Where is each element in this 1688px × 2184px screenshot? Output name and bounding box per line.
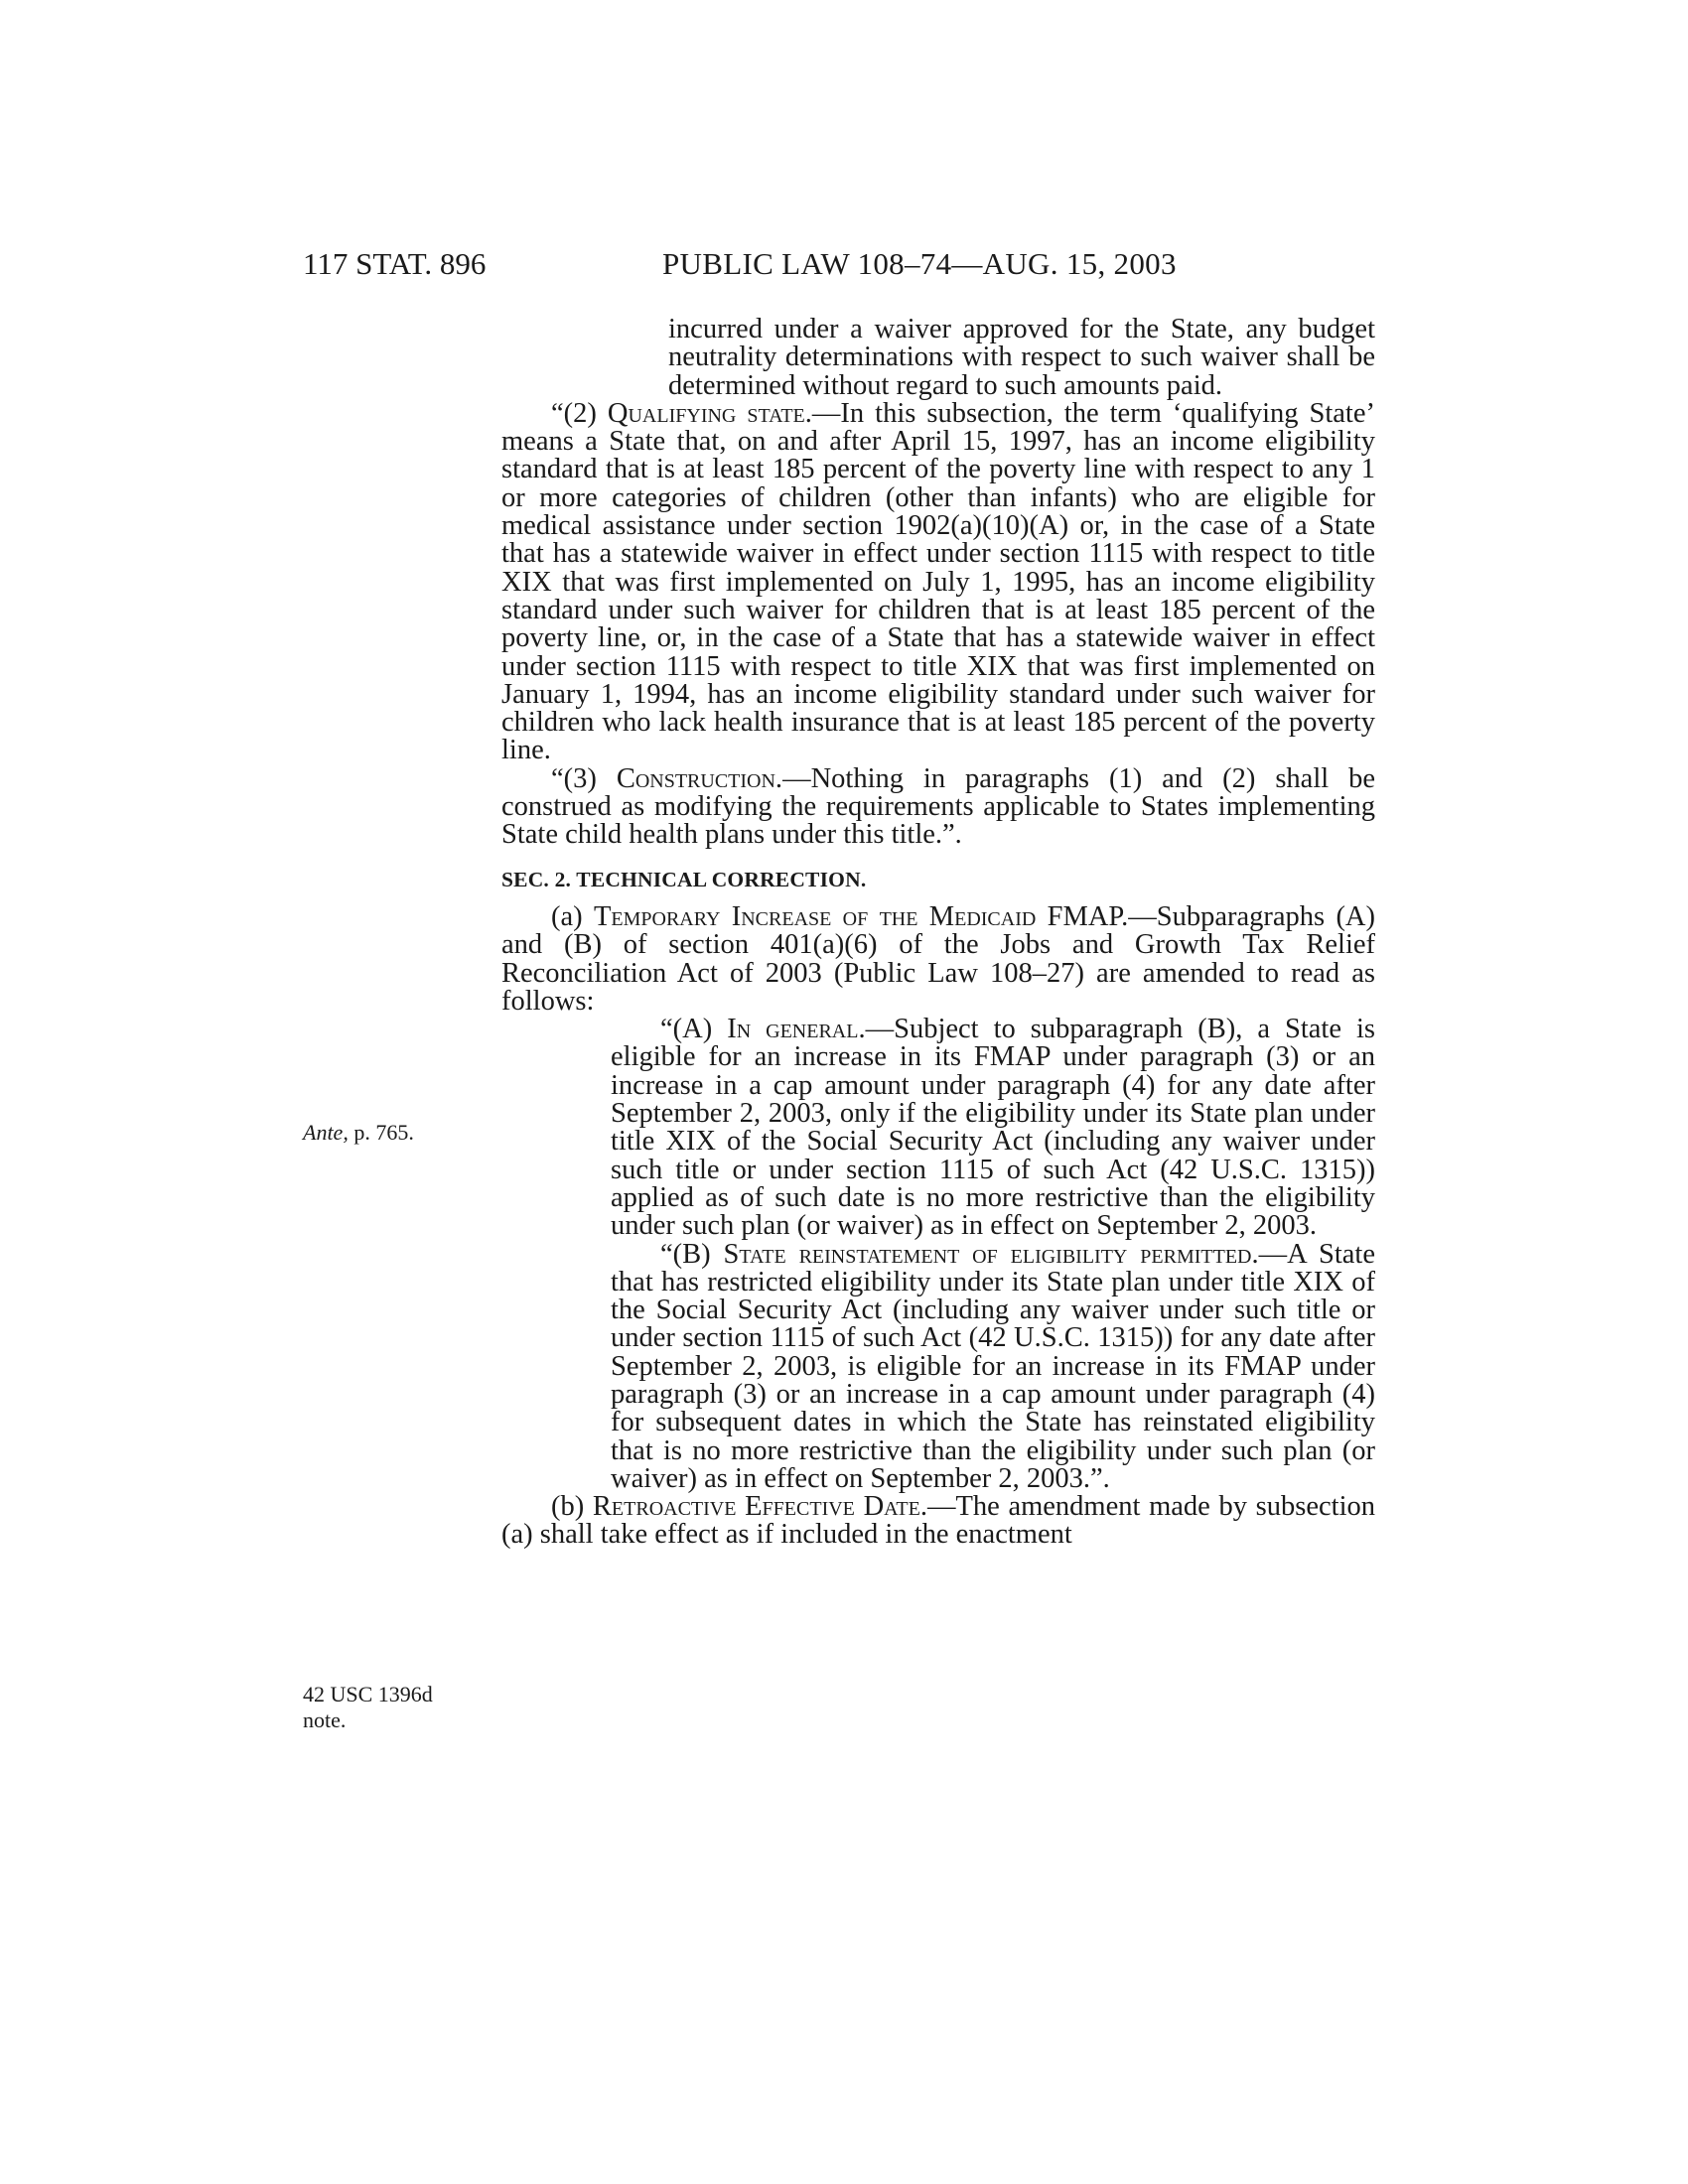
paragraph-2-qualifying-state [501, 397, 1375, 766]
continued-paragraph [668, 316, 1375, 400]
margin-note-usc-line2: note. [303, 1707, 347, 1732]
paragraph-2-heading: Qualifying state. [607, 397, 812, 429]
margin-note-ante [303, 1120, 414, 1146]
running-title: PUBLIC LAW 108–74—AUG. 15, 2003 [662, 246, 1177, 281]
statute-page-number: 117 STAT. 896 [303, 246, 487, 281]
margin-note-usc-line1: 42 USC 1396d [303, 1682, 433, 1706]
subsection-a [501, 900, 1376, 1017]
subsection-b-text: —The amendment made by subsection (a) shall take effect as if included in the enactment [501, 1491, 1375, 1551]
subsection-a-text: FMAP.—Subparagraphs (A) and (B) of section 401(a)(6) of the Jobs and Growth Tax Relief Reconciliation Act of 2003 (Public Law 108–27) are amended to read as follows: [501, 900, 1376, 1017]
margin-note-ante-page: p. 765. [353, 1120, 414, 1145]
section-2-heading: SEC. 2. TECHNICAL CORRECTION. [501, 867, 867, 891]
subparagraph-A-text: —Subject to subparagraph (B), a State is eligible for an increase in its FMAP under paragraph (3) or an increase in a cap amount under paragraph (4) for any date after September 2, 2003, only if the eligibility under its State plan under title XIX of the Social Security Act (including any waiver under such title or under section 1115 of such Act (42 U.S.C. 1315)) applied as of such date is no more restrictive than the eligibility under such plan (or waiver) as in effect on September 2, 2003. [611, 1014, 1375, 1242]
paragraph-3-heading: Construction. [616, 762, 783, 794]
paragraph-2-text: —In this subsection, the term ‘qualifying State’ means a State that, on and after April 15, 1997, has an income eligibility standard that is at least 185 percent of the poverty line with respect to any 1 or more categories of children (other than infants) who are eligible for medical assistance under section 1902(a)(10)(A) or, in the case of a State that has a statewide waiver in effect under section 1115 with respect to title XIX that was first implemented on July 1, 1995, has an income eligibility standard under such waiver for children that is at least 185 percent of the poverty line, or, in the case of a State that has a statewide waiver in effect under section 1115 with respect to title XIX that was first implemented on January 1, 1994, has an income eligibility standard under such waiver for children who lack health insurance that is at least 185 percent of the poverty line. [501, 397, 1375, 766]
margin-note-ante-italic: Ante, [303, 1120, 349, 1145]
document-body [501, 316, 1375, 1550]
subparagraph-A-heading: In general. [727, 1014, 866, 1045]
subsection-a-heading: Temporary Increase of the Medicaid [593, 900, 1037, 932]
page-header [303, 246, 1375, 286]
subparagraph-B-heading: State reinstatement of eligibility permitted. [723, 1238, 1259, 1270]
paragraph-2-number: “(2) [551, 397, 608, 429]
margin-note-usc [303, 1682, 433, 1733]
continued-text: incurred under a waiver approved for the State, any budget neutrality determinations with respect to such waiver shall be determined without regard to such amounts paid. [668, 314, 1375, 401]
subparagraph-B [611, 1238, 1375, 1494]
subsection-a-number: (a) [551, 900, 594, 932]
paragraph-3-number: “(3) [551, 762, 617, 794]
subsection-b [501, 1493, 1375, 1550]
paragraph-3-text: —Nothing in paragraphs (1) and (2) shall be construed as modifying the requirements applicable to States implementing State child health plans under this title.”. [501, 762, 1375, 851]
subparagraph-B-number: “(B) [660, 1238, 724, 1270]
subparagraph-B-text: —A State that has restricted eligibility under its State plan under title XIX of the Social Security Act (including any waiver under such title or under section 1115 of such Act (42 U.S.C. 1315)) for any date after September 2, 2003, is eligible for an increase in its FMAP under paragraph (3) or an increase in a cap amount under paragraph (4) for subsequent dates in which the State has reinstated eligibility that is no more restrictive than the eligibility under such plan (or waiver) as in effect on September 2, 2003.”. [611, 1238, 1375, 1494]
subparagraph-A-number: “(A) [660, 1014, 728, 1045]
subparagraph-A [611, 1016, 1375, 1240]
subsection-b-heading: Retroactive Effective Date. [592, 1491, 927, 1523]
subsection-b-number: (b) [551, 1491, 593, 1523]
paragraph-3-construction [501, 762, 1375, 851]
